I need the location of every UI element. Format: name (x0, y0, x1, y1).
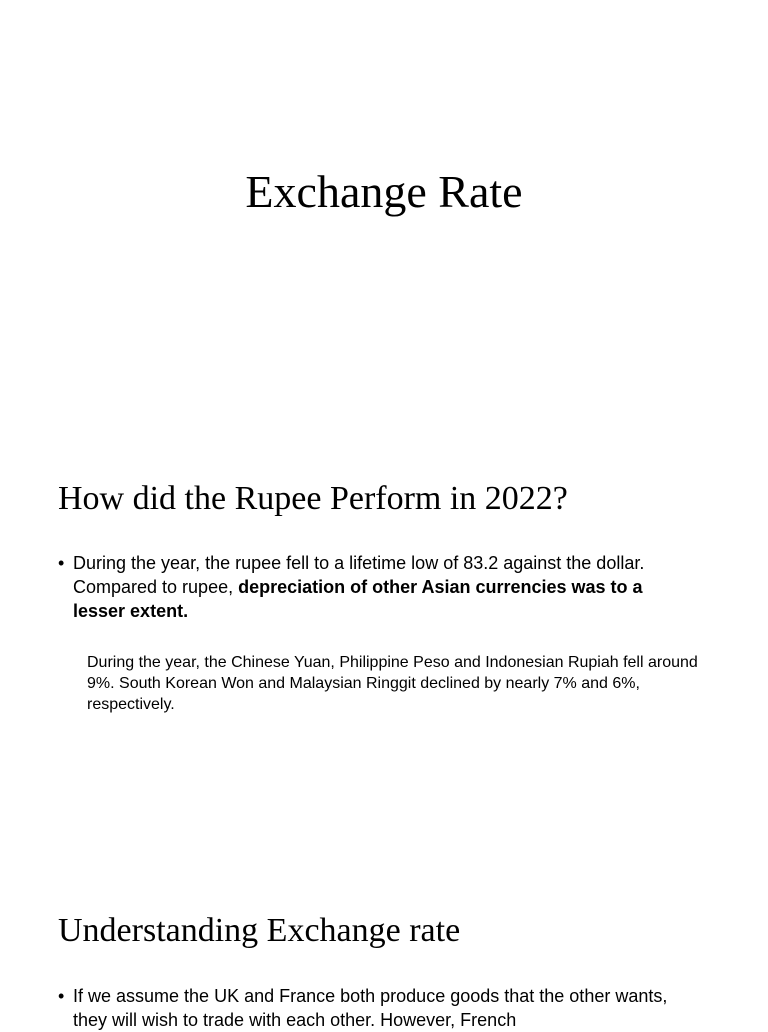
bullet-text-normal: During the year, the rupee fell to a lifetime low of 83.2 against the dollar. Compared to rupee, (73, 553, 645, 597)
bullet-marker: • (58, 986, 65, 1006)
bullet-text (73, 551, 698, 623)
bullet-item-trade (58, 984, 698, 1032)
section-heading-rupee: How did the Rupee Perform in 2022? (58, 480, 568, 517)
page-title: Exchange Rate (245, 166, 523, 217)
bullet-item-rupee (58, 551, 698, 623)
bullet-text-bold: depreciation of other Asian currencies was to a lesser extent. (73, 577, 643, 621)
title-slide (0, 0, 768, 420)
section-heading-understanding: Understanding Exchange rate (58, 912, 461, 949)
bullet-marker: • (58, 553, 65, 573)
bullet-text: If we assume the UK and France both produce goods that the other wants, they will wish to trade with each other. However, French (73, 986, 668, 1030)
sub-paragraph-currencies: During the year, the Chinese Yuan, Philippine Peso and Indonesian Rupiah fell around 9%. South Korean Won and Malaysian Ringgit declined by nearly 7% and 6%, respectively. (87, 654, 698, 713)
